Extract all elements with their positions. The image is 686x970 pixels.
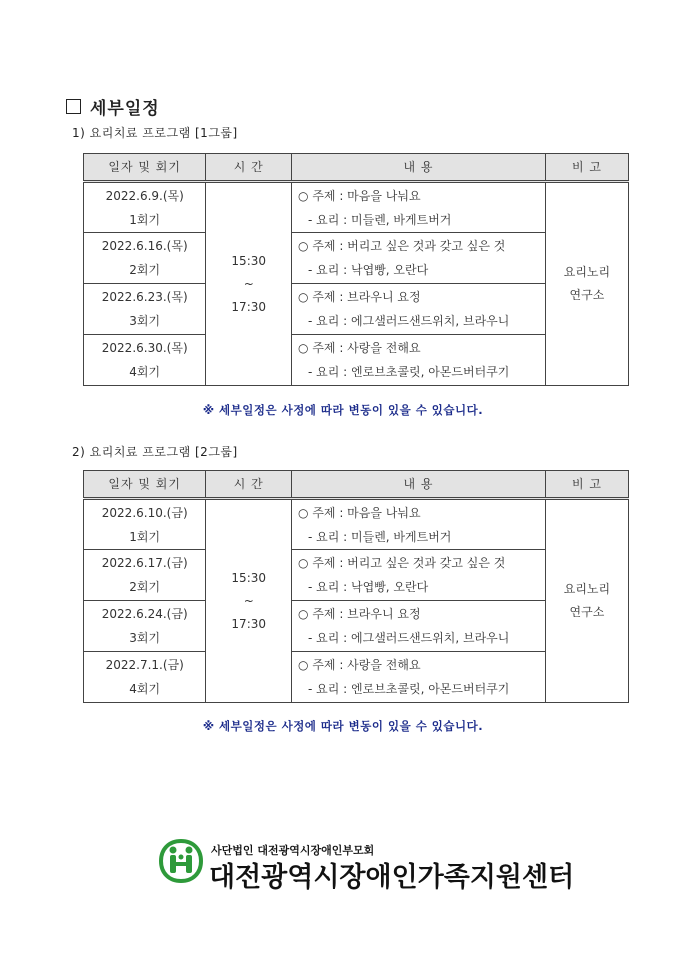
topic-text: ○ 주제 : 브라우니 요정 <box>298 290 421 304</box>
date-cell <box>84 652 206 703</box>
content-cell <box>292 550 546 601</box>
time-end: 17:30 <box>231 299 267 314</box>
date-cell <box>84 550 206 601</box>
time-separator: ~ <box>243 276 254 291</box>
logo-name: 대전광역시장애인가족지원센터 <box>209 862 575 893</box>
topic-text: ○ 주제 : 사랑을 전해요 <box>298 341 421 355</box>
topic-text: ○ 주제 : 버리고 싶은 것과 갖고 싶은 것 <box>298 556 506 570</box>
header-note: 비 고 <box>545 154 628 182</box>
table-row <box>84 499 629 550</box>
session-text: 3회기 <box>129 631 161 645</box>
content-cell <box>292 601 546 652</box>
date-cell <box>84 182 206 233</box>
session-text: 4회기 <box>129 682 161 696</box>
group-2-schedule-table <box>83 470 629 703</box>
family-logo-icon <box>158 838 204 884</box>
dish-text: - 요리 : 엔로브초콜릿, 아몬드버터쿠기 <box>308 682 510 696</box>
date-text: 2022.6.17.(금) <box>101 556 188 570</box>
header-date: 일자 및 회기 <box>84 471 206 499</box>
session-text: 1회기 <box>129 529 161 544</box>
note-line-1: 요리노리 <box>563 265 611 279</box>
date-text: 2022.6.10.(금) <box>101 505 188 520</box>
date-cell <box>84 335 206 386</box>
date-text: 2022.6.16.(목) <box>101 239 188 253</box>
dish-text: - 요리 : 에그샐러드샌드위치, 브라우니 <box>308 631 510 645</box>
header-time: 시 간 <box>206 154 292 182</box>
dish-text: - 요리 : 엔로브초콜릿, 아몬드버터쿠기 <box>308 365 510 379</box>
session-text: 2회기 <box>129 263 161 277</box>
date-cell <box>84 284 206 335</box>
note-cell <box>545 182 628 386</box>
header-note: 비 고 <box>545 471 628 499</box>
group-2-footnote: ※ 세부일정은 사정에 따라 변동이 있을 수 있습니다. <box>202 719 484 733</box>
date-cell <box>84 233 206 284</box>
topic-text: ○ 주제 : 마음을 나눠요 <box>298 505 421 520</box>
time-cell <box>206 182 292 386</box>
content-cell <box>292 652 546 703</box>
date-text: 2022.6.23.(목) <box>101 290 188 304</box>
date-text: 2022.7.1.(금) <box>105 658 184 672</box>
topic-text: ○ 주제 : 브라우니 요정 <box>298 607 421 621</box>
dish-text: - 요리 : 미들렌, 바게트버거 <box>308 212 452 227</box>
table-row <box>84 182 629 233</box>
note-line-2: 연구소 <box>569 605 605 619</box>
note-cell <box>545 499 628 703</box>
table-header-row <box>84 154 629 182</box>
session-text: 2회기 <box>129 580 161 594</box>
organization-logo <box>158 838 204 884</box>
time-start: 15:30 <box>231 253 267 268</box>
date-cell <box>84 601 206 652</box>
topic-text: ○ 주제 : 버리고 싶은 것과 갖고 싶은 것 <box>298 239 506 253</box>
content-cell <box>292 182 546 233</box>
header-content: 내 용 <box>292 154 546 182</box>
section-title <box>66 94 160 119</box>
topic-text: ○ 주제 : 마음을 나눠요 <box>298 188 421 203</box>
group-1-heading: 1) 요리치료 프로그램 [1그룹] <box>72 126 238 140</box>
note-line-2: 연구소 <box>569 288 605 302</box>
date-text: 2022.6.30.(목) <box>101 341 188 355</box>
table-header-row <box>84 471 629 499</box>
time-start: 15:30 <box>231 570 267 585</box>
content-cell <box>292 233 546 284</box>
content-cell <box>292 284 546 335</box>
group-2-heading: 2) 요리치료 프로그램 [2그룹] <box>72 445 238 459</box>
dish-text: - 요리 : 낙엽빵, 오란다 <box>308 580 429 594</box>
note-line-1: 요리노리 <box>563 582 611 596</box>
dish-text: - 요리 : 낙엽빵, 오란다 <box>308 263 429 277</box>
header-content: 내 용 <box>292 471 546 499</box>
time-end: 17:30 <box>231 616 267 631</box>
group-1-schedule-table <box>83 153 629 386</box>
time-cell <box>206 499 292 703</box>
date-text: 2022.6.24.(금) <box>101 607 188 621</box>
dish-text: - 요리 : 미들렌, 바게트버거 <box>308 529 452 544</box>
session-text: 3회기 <box>129 314 161 328</box>
checkbox-square-icon <box>66 99 81 114</box>
session-text: 1회기 <box>129 212 161 227</box>
topic-text: ○ 주제 : 사랑을 전해요 <box>298 658 421 672</box>
header-date: 일자 및 회기 <box>84 154 206 182</box>
logo-subtitle: 사단법인 대전광역시장애인부모회 <box>211 844 375 857</box>
date-cell <box>84 499 206 550</box>
time-separator: ~ <box>243 593 254 608</box>
content-cell <box>292 335 546 386</box>
dish-text: - 요리 : 에그샐러드샌드위치, 브라우니 <box>308 314 510 328</box>
content-cell <box>292 499 546 550</box>
section-title-text: 세부일정 <box>90 99 160 119</box>
date-text: 2022.6.9.(목) <box>105 188 184 203</box>
header-time: 시 간 <box>206 471 292 499</box>
session-text: 4회기 <box>129 365 161 379</box>
group-1-footnote: ※ 세부일정은 사정에 따라 변동이 있을 수 있습니다. <box>202 403 484 417</box>
